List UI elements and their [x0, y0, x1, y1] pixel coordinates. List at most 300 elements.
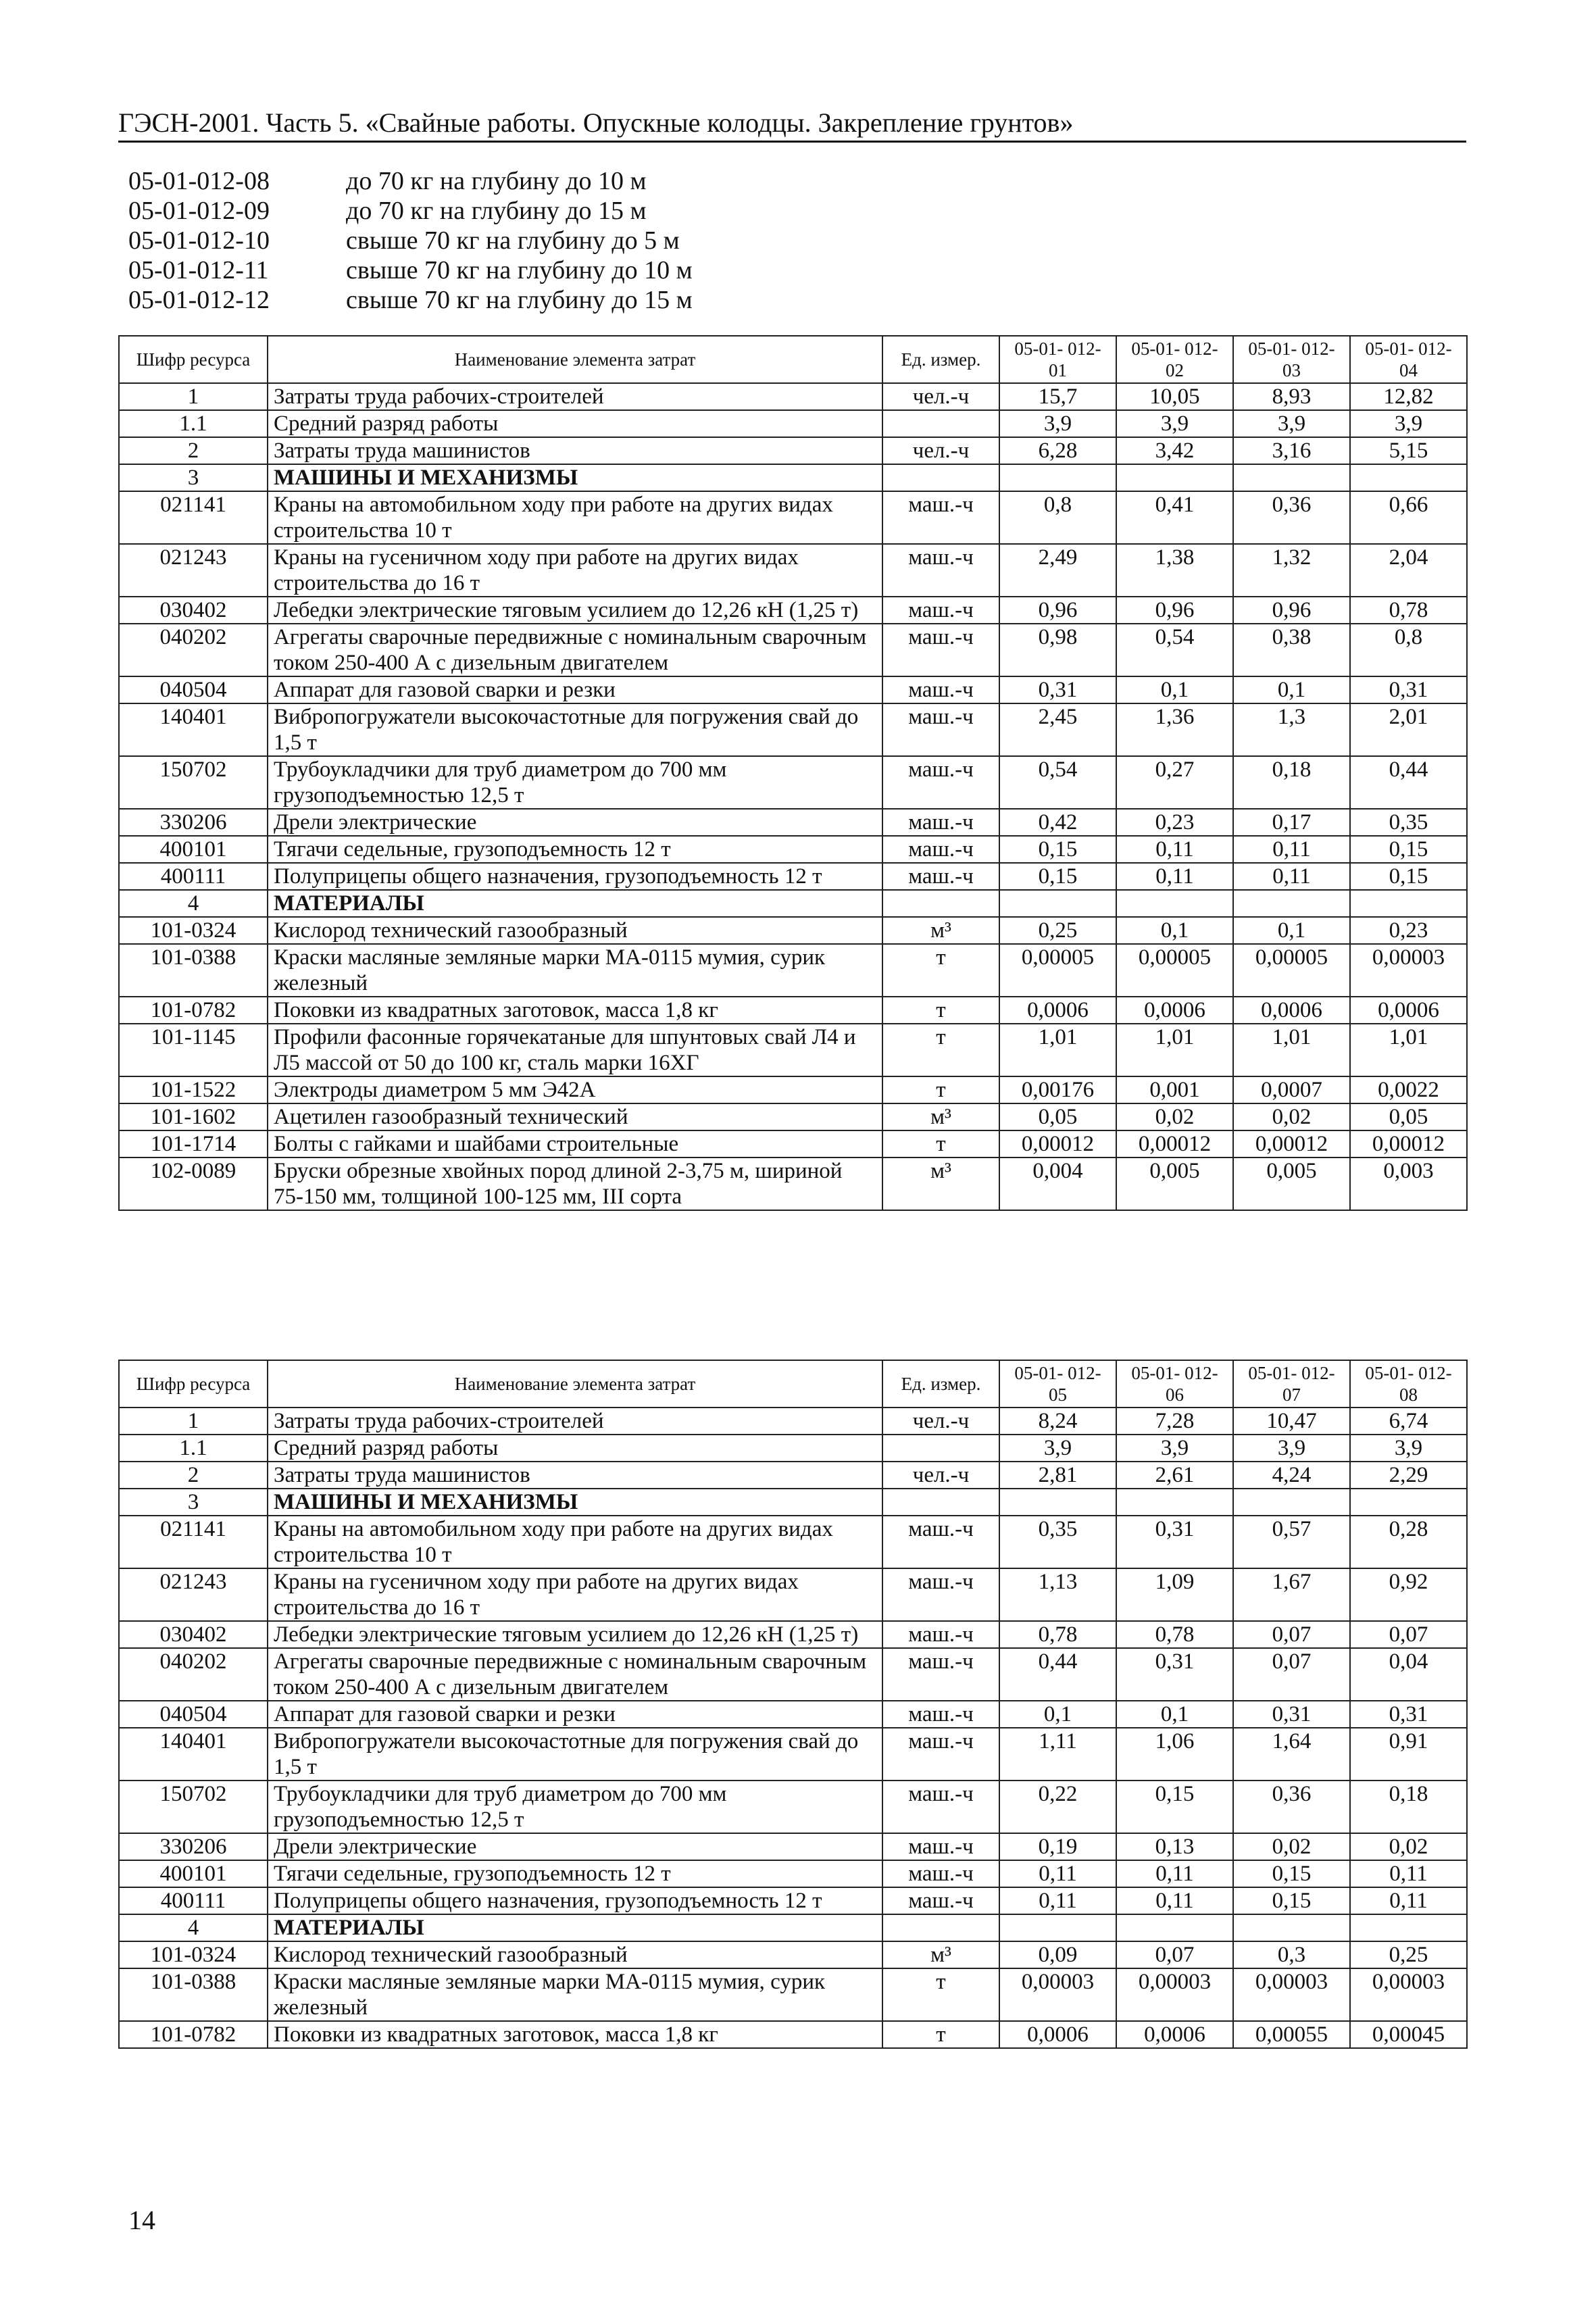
- header-unit: Ед. измер.: [882, 336, 999, 383]
- resource-code: 2: [119, 1462, 268, 1489]
- cost-element-name: Вибропогружатели высокочастотные для погружения свай до 1,5 т: [268, 703, 882, 756]
- table-header-row: [119, 1360, 1467, 1408]
- cost-element-name: Дрели электрические: [268, 1833, 882, 1860]
- table-row: [119, 1489, 1467, 1516]
- table-row: [119, 1462, 1467, 1489]
- unit-of-measure: маш.-ч: [882, 544, 999, 597]
- norm-value: [1116, 890, 1233, 917]
- norm-value: 0,00003: [1116, 1968, 1233, 2021]
- table-row: [119, 1701, 1467, 1728]
- table-row: [119, 1914, 1467, 1941]
- norm-value: 0,11: [1350, 1887, 1467, 1914]
- cost-element-name: Полуприцепы общего назначения, грузоподъемность 12 т: [268, 863, 882, 890]
- norm-value: 0,0006: [999, 2021, 1116, 2048]
- unit-of-measure: маш.-ч: [882, 624, 999, 676]
- norm-value: 0,31: [1116, 1516, 1233, 1568]
- norm-value: [1116, 1489, 1233, 1516]
- norm-value: 0,11: [999, 1860, 1116, 1887]
- norm-value: 0,15: [999, 836, 1116, 863]
- norm-description: до 70 кг на глубину до 10 м: [346, 167, 647, 195]
- norm-value: 1,01: [1116, 1024, 1233, 1076]
- norm-value: 1,67: [1233, 1568, 1350, 1621]
- norm-value: 0,96: [1116, 597, 1233, 624]
- norm-value: 0,25: [999, 917, 1116, 944]
- norm-value: 0,41: [1116, 491, 1233, 544]
- resource-code: 030402: [119, 597, 268, 624]
- norm-value: 1,32: [1233, 544, 1350, 597]
- unit-of-measure: маш.-ч: [882, 491, 999, 544]
- norm-value: 0,02: [1350, 1833, 1467, 1860]
- norm-value: 3,16: [1233, 437, 1350, 464]
- cost-element-name: Затраты труда рабочих-строителей: [268, 383, 882, 410]
- norm-value: 0,0022: [1350, 1076, 1467, 1103]
- resource-code: 101-1602: [119, 1103, 268, 1130]
- header-resource-code: Шифр ресурса: [119, 1360, 268, 1408]
- cost-element-name: Тягачи седельные, грузоподъемность 12 т: [268, 836, 882, 863]
- table-row: [119, 1860, 1467, 1887]
- unit-of-measure: маш.-ч: [882, 756, 999, 809]
- cost-element-name: Затраты труда машинистов: [268, 1462, 882, 1489]
- header-norm-code: 05-01- 012-07: [1233, 1360, 1350, 1408]
- table-row: [119, 437, 1467, 464]
- cost-element-name: Аппарат для газовой сварки и резки: [268, 676, 882, 703]
- cost-element-name: Агрегаты сварочные передвижные с номинальным сварочным током 250-400 А с дизельным двигателем: [268, 1648, 882, 1701]
- norm-value: 0,00003: [1233, 1968, 1350, 2021]
- unit-of-measure: [882, 890, 999, 917]
- norm-code-item: [128, 255, 693, 285]
- norm-value: 0,54: [1116, 624, 1233, 676]
- table-row: [119, 624, 1467, 676]
- norm-value: 0,13: [1116, 1833, 1233, 1860]
- table-row: [119, 1103, 1467, 1130]
- cost-element-name: Кислород технический газообразный: [268, 1941, 882, 1968]
- norm-value: 1,01: [1350, 1024, 1467, 1076]
- norm-value: 0,3: [1233, 1941, 1350, 1968]
- resource-code: 101-0324: [119, 1941, 268, 1968]
- header-divider: [118, 141, 1466, 143]
- unit-of-measure: м³: [882, 1103, 999, 1130]
- unit-of-measure: м³: [882, 1941, 999, 1968]
- norm-value: 0,0007: [1233, 1076, 1350, 1103]
- norm-value: [999, 1489, 1116, 1516]
- norm-value: 0,00012: [1233, 1130, 1350, 1158]
- unit-of-measure: маш.-ч: [882, 676, 999, 703]
- cost-element-name: МАТЕРИАЛЫ: [268, 890, 882, 917]
- cost-element-name: Средний разряд работы: [268, 1435, 882, 1462]
- table-row: [119, 756, 1467, 809]
- unit-of-measure: [882, 464, 999, 491]
- norm-value: 0,54: [999, 756, 1116, 809]
- norm-value: 0,11: [999, 1887, 1116, 1914]
- page-header: ГЭСН-2001. Часть 5. «Свайные работы. Опускные колодцы. Закрепление грунтов»: [118, 107, 1074, 138]
- cost-element-name: Аппарат для газовой сварки и резки: [268, 1701, 882, 1728]
- norm-value: 0,02: [1233, 1103, 1350, 1130]
- norm-value: 1,13: [999, 1568, 1116, 1621]
- norm-value: 3,9: [1233, 1435, 1350, 1462]
- table-row: [119, 464, 1467, 491]
- norm-value: 7,28: [1116, 1408, 1233, 1435]
- norm-value: 0,02: [1233, 1833, 1350, 1860]
- unit-of-measure: маш.-ч: [882, 1516, 999, 1568]
- cost-element-name: Вибропогружатели высокочастотные для погружения свай до 1,5 т: [268, 1728, 882, 1781]
- norm-value: 0,11: [1116, 836, 1233, 863]
- unit-of-measure: маш.-ч: [882, 1648, 999, 1701]
- norm-value: 1,64: [1233, 1728, 1350, 1781]
- norm-value: 0,1: [1116, 917, 1233, 944]
- norm-description: свыше 70 кг на глубину до 5 м: [346, 226, 680, 255]
- norm-value: 8,24: [999, 1408, 1116, 1435]
- unit-of-measure: маш.-ч: [882, 1781, 999, 1833]
- norm-value: 0,00003: [1350, 1968, 1467, 2021]
- norm-value: 0,1: [999, 1701, 1116, 1728]
- page-number: 14: [128, 2205, 155, 2235]
- norm-value: [999, 890, 1116, 917]
- norm-value: 0,78: [1350, 597, 1467, 624]
- norm-value: 8,93: [1233, 383, 1350, 410]
- resource-code: 021243: [119, 544, 268, 597]
- table-row: [119, 410, 1467, 437]
- resource-code: 150702: [119, 1781, 268, 1833]
- unit-of-measure: м³: [882, 1158, 999, 1210]
- norm-value: 0,23: [1350, 917, 1467, 944]
- header-norm-code: 05-01- 012-06: [1116, 1360, 1233, 1408]
- resource-code: 101-0782: [119, 997, 268, 1024]
- cost-element-name: Лебедки электрические тяговым усилием до 12,26 кН (1,25 т): [268, 597, 882, 624]
- table-row: [119, 1833, 1467, 1860]
- norm-value: 1,06: [1116, 1728, 1233, 1781]
- norm-value: 0,15: [1116, 1781, 1233, 1833]
- unit-of-measure: т: [882, 1968, 999, 2021]
- norm-value: 3,9: [1116, 1435, 1233, 1462]
- table-row: [119, 997, 1467, 1024]
- norm-value: [1116, 464, 1233, 491]
- norm-value: 0,0006: [1116, 997, 1233, 1024]
- table-row: [119, 1076, 1467, 1103]
- resource-code: 040202: [119, 1648, 268, 1701]
- resource-code: 4: [119, 890, 268, 917]
- norm-value: 0,18: [1233, 756, 1350, 809]
- cost-element-name: Полуприцепы общего назначения, грузоподъемность 12 т: [268, 1887, 882, 1914]
- norm-value: 0,07: [1233, 1621, 1350, 1648]
- norm-value: 0,91: [1350, 1728, 1467, 1781]
- norm-value: 0,00176: [999, 1076, 1116, 1103]
- table-row: [119, 1781, 1467, 1833]
- norm-value: 3,9: [1350, 410, 1467, 437]
- norm-value: [1233, 464, 1350, 491]
- norm-value: 0,005: [1233, 1158, 1350, 1210]
- table-row: [119, 1728, 1467, 1781]
- norm-value: 1,38: [1116, 544, 1233, 597]
- norm-value: 1,36: [1116, 703, 1233, 756]
- table-row: [119, 890, 1467, 917]
- norm-value: 0,8: [999, 491, 1116, 544]
- resource-code: 1.1: [119, 1435, 268, 1462]
- cost-element-name: Дрели электрические: [268, 809, 882, 836]
- norm-value: 2,81: [999, 1462, 1116, 1489]
- cost-element-name: Краски масляные земляные марки МА-0115 мумия, сурик железный: [268, 1968, 882, 2021]
- norm-value: [1350, 890, 1467, 917]
- table-header-row: [119, 336, 1467, 383]
- norm-description: свыше 70 кг на глубину до 15 м: [346, 286, 693, 314]
- table-row: [119, 597, 1467, 624]
- norm-value: 0,17: [1233, 809, 1350, 836]
- cost-element-name: Кислород технический газообразный: [268, 917, 882, 944]
- norm-value: 0,0006: [999, 997, 1116, 1024]
- resource-code: 1.1: [119, 410, 268, 437]
- resource-code: 1: [119, 1408, 268, 1435]
- norm-value: 0,00003: [999, 1968, 1116, 2021]
- unit-of-measure: маш.-ч: [882, 1568, 999, 1621]
- resource-table-1: [118, 335, 1468, 1211]
- resource-code: 040202: [119, 624, 268, 676]
- norm-value: 0,27: [1116, 756, 1233, 809]
- table-row: [119, 1158, 1467, 1210]
- norm-value: 0,11: [1116, 1887, 1233, 1914]
- cost-element-name: МАШИНЫ И МЕХАНИЗМЫ: [268, 1489, 882, 1516]
- cost-element-name: Профили фасонные горячекатаные для шпунтовых свай Л4 и Л5 массой от 50 до 100 кг, сталь марки 16ХГ: [268, 1024, 882, 1076]
- resource-code: 040504: [119, 676, 268, 703]
- table-row: [119, 836, 1467, 863]
- norm-code: 05-01-012-11: [128, 256, 269, 284]
- unit-of-measure: маш.-ч: [882, 1833, 999, 1860]
- table-row: [119, 491, 1467, 544]
- norm-value: 0,00012: [999, 1130, 1116, 1158]
- norm-value: 0,31: [999, 676, 1116, 703]
- header-norm-code: 05-01- 012-08: [1350, 1360, 1467, 1408]
- resource-code: 3: [119, 464, 268, 491]
- norm-value: 10,05: [1116, 383, 1233, 410]
- norm-value: 0,31: [1233, 1701, 1350, 1728]
- norm-value: 2,29: [1350, 1462, 1467, 1489]
- norm-value: 0,19: [999, 1833, 1116, 1860]
- norm-value: 0,00012: [1116, 1130, 1233, 1158]
- norm-value: [1116, 1914, 1233, 1941]
- table-row: [119, 809, 1467, 836]
- unit-of-measure: маш.-ч: [882, 836, 999, 863]
- norm-value: 0,57: [1233, 1516, 1350, 1568]
- header-unit: Ед. измер.: [882, 1360, 999, 1408]
- header-cost-element: Наименование элемента затрат: [268, 336, 882, 383]
- resource-code: 400111: [119, 863, 268, 890]
- header-cost-element: Наименование элемента затрат: [268, 1360, 882, 1408]
- resource-code: 101-0324: [119, 917, 268, 944]
- norm-value: 3,9: [1233, 410, 1350, 437]
- norm-value: 0,00003: [1350, 944, 1467, 997]
- resource-code: 030402: [119, 1621, 268, 1648]
- table-row: [119, 1941, 1467, 1968]
- norm-value: 1,11: [999, 1728, 1116, 1781]
- cost-element-name: Электроды диаметром 5 мм Э42А: [268, 1076, 882, 1103]
- unit-of-measure: маш.-ч: [882, 863, 999, 890]
- norm-code-list: [128, 166, 693, 315]
- norm-value: 0,78: [1116, 1621, 1233, 1648]
- table-row: [119, 944, 1467, 997]
- norm-value: [999, 1914, 1116, 1941]
- norm-code: 05-01-012-10: [128, 226, 270, 255]
- norm-code-item: [128, 226, 693, 255]
- norm-value: 2,45: [999, 703, 1116, 756]
- norm-value: 3,9: [999, 1435, 1116, 1462]
- cost-element-name: Поковки из квадратных заготовок, масса 1,8 кг: [268, 2021, 882, 2048]
- unit-of-measure: [882, 410, 999, 437]
- norm-value: 0,005: [1116, 1158, 1233, 1210]
- table-row: [119, 917, 1467, 944]
- unit-of-measure: маш.-ч: [882, 1887, 999, 1914]
- norm-code: 05-01-012-09: [128, 197, 270, 225]
- resource-code: 330206: [119, 1833, 268, 1860]
- resource-code: 400111: [119, 1887, 268, 1914]
- cost-element-name: Лебедки электрические тяговым усилием до 12,26 кН (1,25 т): [268, 1621, 882, 1648]
- norm-description: свыше 70 кг на глубину до 10 м: [346, 256, 693, 284]
- norm-value: 0,36: [1233, 1781, 1350, 1833]
- norm-value: 5,15: [1350, 437, 1467, 464]
- norm-value: 0,15: [1233, 1887, 1350, 1914]
- cost-element-name: Средний разряд работы: [268, 410, 882, 437]
- cost-element-name: Ацетилен газообразный технический: [268, 1103, 882, 1130]
- norm-value: 0,00005: [999, 944, 1116, 997]
- cost-element-name: Болты с гайками и шайбами строительные: [268, 1130, 882, 1158]
- norm-code: 05-01-012-08: [128, 167, 270, 195]
- resource-code: 021243: [119, 1568, 268, 1621]
- norm-value: 0,1: [1116, 676, 1233, 703]
- table-row: [119, 2021, 1467, 2048]
- cost-element-name: Краны на автомобильном ходу при работе на других видах строительства 10 т: [268, 1516, 882, 1568]
- norm-value: 0,25: [1350, 1941, 1467, 1968]
- norm-code-item: [128, 285, 693, 315]
- norm-value: 0,22: [999, 1781, 1116, 1833]
- unit-of-measure: чел.-ч: [882, 1408, 999, 1435]
- norm-value: 0,05: [999, 1103, 1116, 1130]
- cost-element-name: Трубоукладчики для труб диаметром до 700 мм грузоподъемностью 12,5 т: [268, 756, 882, 809]
- cost-element-name: Поковки из квадратных заготовок, масса 1,8 кг: [268, 997, 882, 1024]
- norm-description: до 70 кг на глубину до 15 м: [346, 197, 647, 225]
- resource-code: 021141: [119, 491, 268, 544]
- cost-element-name: Краны на гусеничном ходу при работе на других видах строительства до 16 т: [268, 1568, 882, 1621]
- norm-value: 1,01: [999, 1024, 1116, 1076]
- cost-element-name: Агрегаты сварочные передвижные с номинальным сварочным током 250-400 А с дизельным двигателем: [268, 624, 882, 676]
- norm-value: [1233, 890, 1350, 917]
- table-row: [119, 676, 1467, 703]
- resource-code: 102-0089: [119, 1158, 268, 1210]
- norm-value: 15,7: [999, 383, 1116, 410]
- norm-value: 0,07: [1350, 1621, 1467, 1648]
- norm-value: 0,23: [1116, 809, 1233, 836]
- unit-of-measure: чел.-ч: [882, 1462, 999, 1489]
- norm-value: 0,96: [1233, 597, 1350, 624]
- norm-value: 3,9: [999, 410, 1116, 437]
- norm-value: 0,96: [999, 597, 1116, 624]
- norm-value: 0,1: [1233, 917, 1350, 944]
- norm-value: [999, 464, 1116, 491]
- norm-value: 0,09: [999, 1941, 1116, 1968]
- norm-value: 0,44: [1350, 756, 1467, 809]
- norm-value: 0,05: [1350, 1103, 1467, 1130]
- norm-value: 0,44: [999, 1648, 1116, 1701]
- unit-of-measure: маш.-ч: [882, 703, 999, 756]
- table-row: [119, 1648, 1467, 1701]
- norm-value: 0,001: [1116, 1076, 1233, 1103]
- resource-code: 021141: [119, 1516, 268, 1568]
- norm-value: 0,11: [1116, 1860, 1233, 1887]
- resource-code: 101-0388: [119, 1968, 268, 2021]
- table-row: [119, 1568, 1467, 1621]
- norm-value: 1,09: [1116, 1568, 1233, 1621]
- norm-value: 0,0006: [1233, 997, 1350, 1024]
- unit-of-measure: т: [882, 944, 999, 997]
- resource-code: 4: [119, 1914, 268, 1941]
- norm-value: 2,04: [1350, 544, 1467, 597]
- cost-element-name: МАШИНЫ И МЕХАНИЗМЫ: [268, 464, 882, 491]
- norm-value: [1350, 464, 1467, 491]
- norm-value: 6,28: [999, 437, 1116, 464]
- norm-value: 0,00055: [1233, 2021, 1350, 2048]
- norm-value: 2,49: [999, 544, 1116, 597]
- resource-code: 400101: [119, 1860, 268, 1887]
- header-norm-code: 05-01- 012-02: [1116, 336, 1233, 383]
- norm-value: 0,92: [1350, 1568, 1467, 1621]
- table-row: [119, 1516, 1467, 1568]
- norm-value: 0,11: [1350, 1860, 1467, 1887]
- header-norm-code: 05-01- 012-01: [999, 336, 1116, 383]
- norm-value: [1350, 1489, 1467, 1516]
- norm-value: 0,0006: [1350, 997, 1467, 1024]
- unit-of-measure: маш.-ч: [882, 1860, 999, 1887]
- table-row: [119, 1968, 1467, 2021]
- norm-value: 0,42: [999, 809, 1116, 836]
- header-norm-code: 05-01- 012-03: [1233, 336, 1350, 383]
- resource-code: 330206: [119, 809, 268, 836]
- norm-value: [1233, 1914, 1350, 1941]
- unit-of-measure: маш.-ч: [882, 1701, 999, 1728]
- header-norm-code: 05-01- 012-04: [1350, 336, 1467, 383]
- table-row: [119, 1887, 1467, 1914]
- resource-code: 400101: [119, 836, 268, 863]
- norm-value: 0,1: [1233, 676, 1350, 703]
- norm-value: 0,35: [999, 1516, 1116, 1568]
- norm-value: 0,28: [1350, 1516, 1467, 1568]
- resource-code: 1: [119, 383, 268, 410]
- resource-code: 2: [119, 437, 268, 464]
- table-row: [119, 703, 1467, 756]
- unit-of-measure: т: [882, 1024, 999, 1076]
- table-row: [119, 863, 1467, 890]
- resource-code: 101-1714: [119, 1130, 268, 1158]
- resource-code: 101-0782: [119, 2021, 268, 2048]
- unit-of-measure: т: [882, 1076, 999, 1103]
- norm-value: 0,15: [1350, 836, 1467, 863]
- resource-code: 101-1522: [119, 1076, 268, 1103]
- table-row: [119, 1435, 1467, 1462]
- unit-of-measure: чел.-ч: [882, 437, 999, 464]
- cost-element-name: Бруски обрезные хвойных пород длиной 2-3,75 м, шириной 75-150 мм, толщиной 100-125 мм, III сорта: [268, 1158, 882, 1210]
- cost-element-name: Краски масляные земляные марки МА-0115 мумия, сурик железный: [268, 944, 882, 997]
- norm-value: 0,11: [1233, 863, 1350, 890]
- resource-code: 150702: [119, 756, 268, 809]
- header-resource-code: Шифр ресурса: [119, 336, 268, 383]
- norm-value: 10,47: [1233, 1408, 1350, 1435]
- cost-element-name: Трубоукладчики для труб диаметром до 700 мм грузоподъемностью 12,5 т: [268, 1781, 882, 1833]
- norm-value: 0,11: [1233, 836, 1350, 863]
- norm-value: 0,15: [999, 863, 1116, 890]
- norm-value: 0,66: [1350, 491, 1467, 544]
- table-row: [119, 544, 1467, 597]
- unit-of-measure: маш.-ч: [882, 1621, 999, 1648]
- norm-value: 0,1: [1116, 1701, 1233, 1728]
- norm-code-item: [128, 196, 693, 226]
- table-row: [119, 1130, 1467, 1158]
- norm-value: 0,38: [1233, 624, 1350, 676]
- norm-value: [1233, 1489, 1350, 1516]
